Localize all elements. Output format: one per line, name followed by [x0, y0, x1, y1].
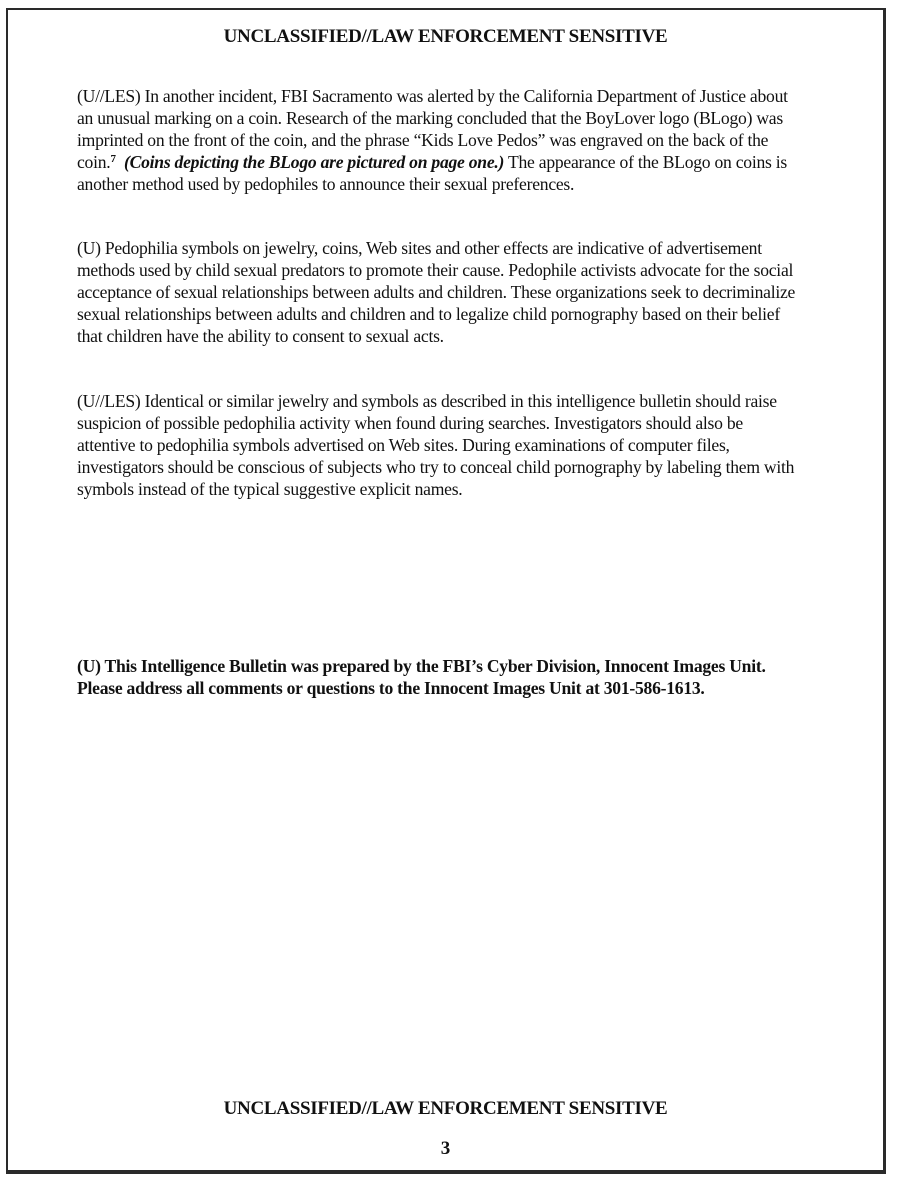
footnote-marker: 7 [110, 153, 116, 165]
paragraph-text: (U) Pedophilia symbols on jewelry, coins, Web sites and other effects are indicative of advertisement methods used by child sexual predators to promote their cause. Pedophile activists advocate for the social acceptance of sexual relationships between adults and children. These organizations seek to decriminalize sexual relationships between adults and children and to legalize child pornography based on their belief that children have the ability to consent to sexual acts. [77, 238, 796, 346]
paragraph-text: (U//LES) Identical or similar jewelry and symbols as described in this intelligence bulletin should raise suspicion of possible pedophilia activity when found during searches. Investigators should also be attentive to pedophilia symbols advertised on Web sites. During examinations of computer files, investigators should be conscious of subjects who try to conceal child pornography by labeling them with symbols instead of the typical suggestive explicit names. [77, 391, 795, 499]
document-page [6, 8, 886, 1174]
paragraph-contact [77, 655, 797, 699]
italic-note: (Coins depicting the BLogo are pictured on page one.) [124, 152, 505, 172]
paragraph-text: The appearance of the BLogo on coins is another method used by pedophiles to announce their sexual preferences. [77, 152, 787, 194]
paragraph-coin-incident [77, 85, 797, 195]
paragraph-symbols [77, 237, 797, 347]
paragraph-text: (U//LES) In another incident, FBI Sacramento was alerted by the California Department of Justice about an unusual marking on a coin. Research of the marking concluded that the BoyLover logo (BLogo) was imprinted on the front of the coin, and the phrase “Kids Love Pedos” was engraved on the back of the coin. [77, 86, 788, 172]
classification-footer: UNCLASSIFIED//LAW ENFORCEMENT SENSITIVE [223, 1098, 668, 1119]
paragraph-investigators [77, 390, 797, 500]
classification-header: UNCLASSIFIED//LAW ENFORCEMENT SENSITIVE [223, 26, 668, 47]
page-number: 3 [440, 1138, 451, 1159]
paragraph-text: (U) This Intelligence Bulletin was prepared by the FBI’s Cyber Division, Innocent Images Unit. Please address all comments or questions to the Innocent Images Unit at 301-586-1613. [77, 656, 766, 698]
